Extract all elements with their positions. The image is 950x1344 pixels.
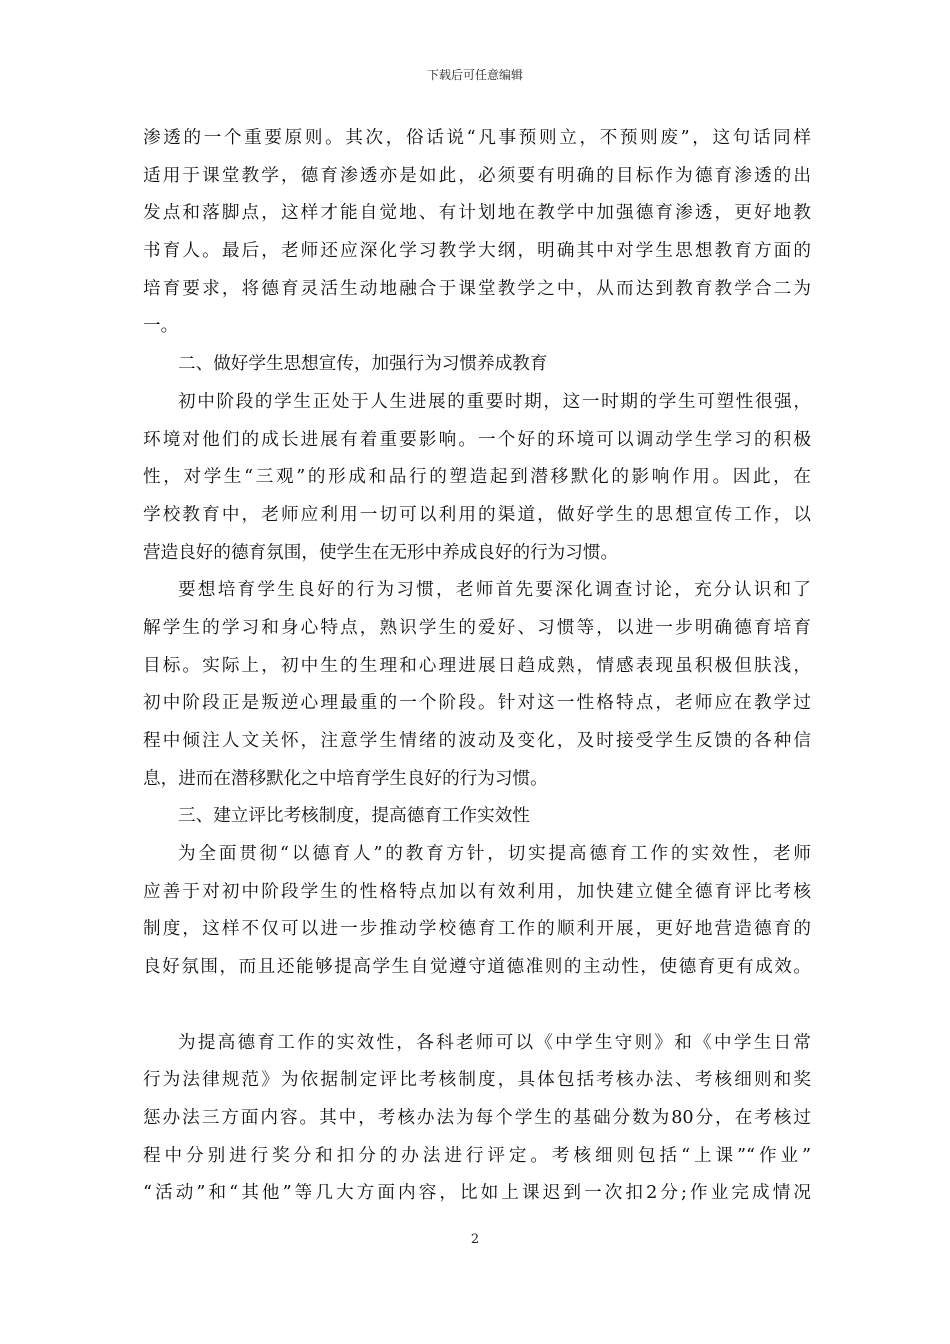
- document-body: [143, 120, 811, 1213]
- text-line: 程中分别进行奖分和扣分的办法进行评定。考核细则包括“上课”“作业”: [143, 1145, 811, 1166]
- text-line: 目标。实际上，初中生的生理和心理进展日趋成熟，情感表现虽积极但肤浅，: [143, 655, 811, 676]
- text-line: 解学生的学习和身心特点，熟识学生的爱好、习惯等，以进一步明确德育培育: [143, 617, 811, 638]
- page-number: 2: [470, 1232, 480, 1247]
- text-line: 程中倾注人文关怀，注意学生情绪的波动及变化，及时接受学生反馈的各种信: [143, 731, 811, 751]
- paragraph-gap: [143, 987, 811, 1025]
- text-line: 环境对他们的成长进展有着重要影响。一个好的环境可以调动学生学习的积极: [143, 429, 811, 450]
- text-line: 要想培育学生良好的行为习惯，老师首先要深化调查讨论，充分认识和了: [178, 580, 811, 601]
- text-line: 初中阶段正是叛逆心理最重的一个阶段。针对这一性格特点，老师应在教学过: [143, 693, 811, 714]
- text-line: 为提高德育工作的实效性，各科老师可以《中学生守则》和《中学生日常: [178, 1032, 811, 1053]
- text-line: 学校教育中，老师应利用一切可以利用的渠道，做好学生的思想宣传工作，以: [143, 504, 811, 525]
- page-header: 下载后可任意编辑: [426, 68, 523, 82]
- text-line: 书育人。最后，老师还应深化学习教学大纲，明确其中对学生思想教育方面的: [143, 241, 811, 262]
- text-line: 培育要求，将德育灵活生动地融合于课堂教学之中，从而达到教育教学合二为: [143, 278, 811, 299]
- text-line: 制度，这样不仅可以进一步推动学校德育工作的顺利开展，更好地营造德育的: [143, 919, 811, 940]
- text-line: 渗透的一个重要原则。其次，俗话说“凡事预则立，不预则废”，这句话同样: [143, 128, 811, 148]
- text-line: 惩办法三方面内容。其中，考核办法为每个学生的基础分数为80分，在考核过: [143, 1107, 811, 1128]
- text-line: 息，进而在潜移默化之中培育学生良好的行为习惯。: [143, 768, 548, 789]
- text-line: 应善于对初中阶段学生的性格特点加以有效利用，加快建立健全德育评比考核: [143, 881, 811, 902]
- text-line: 初中阶段的学生正处于人生进展的重要时期，这一时期的学生可塑性很强，: [178, 391, 811, 412]
- text-line: 良好氛围，而且还能够提高学生自觉遵守道德准则的主动性，使德育更有成效。: [143, 957, 811, 978]
- text-line: 适用于课堂教学，德育渗透亦是如此，必须要有明确的目标作为德育渗透的出: [143, 165, 811, 186]
- text-line: 行为法律规范》为依据制定评比考核制度，具体包括考核办法、考核细则和奖: [143, 1070, 811, 1091]
- text-line: 性，对学生“三观”的形成和品行的塑造起到潜移默化的影响作用。因此，在: [143, 467, 811, 488]
- text-line: 发点和落脚点，这样才能自觉地、有计划地在教学中加强德育渗透，更好地教: [143, 203, 811, 224]
- text-line: 为全面贯彻“以德育人”的教育方针，切实提高德育工作的实效性，老师: [178, 844, 811, 865]
- text-line: 营造良好的德育氛围，使学生在无形中养成良好的行为习惯。: [143, 542, 619, 563]
- text-line: “活动”和“其他”等几大方面内容，比如上课迟到一次扣2分;作业完成情况: [143, 1183, 811, 1204]
- section-heading: 二、做好学生思想宣传，加强行为习惯养成教育: [178, 354, 548, 375]
- section-heading: 三、建立评比考核制度，提高德育工作实效性: [178, 806, 530, 827]
- text-line: 一。: [143, 316, 179, 337]
